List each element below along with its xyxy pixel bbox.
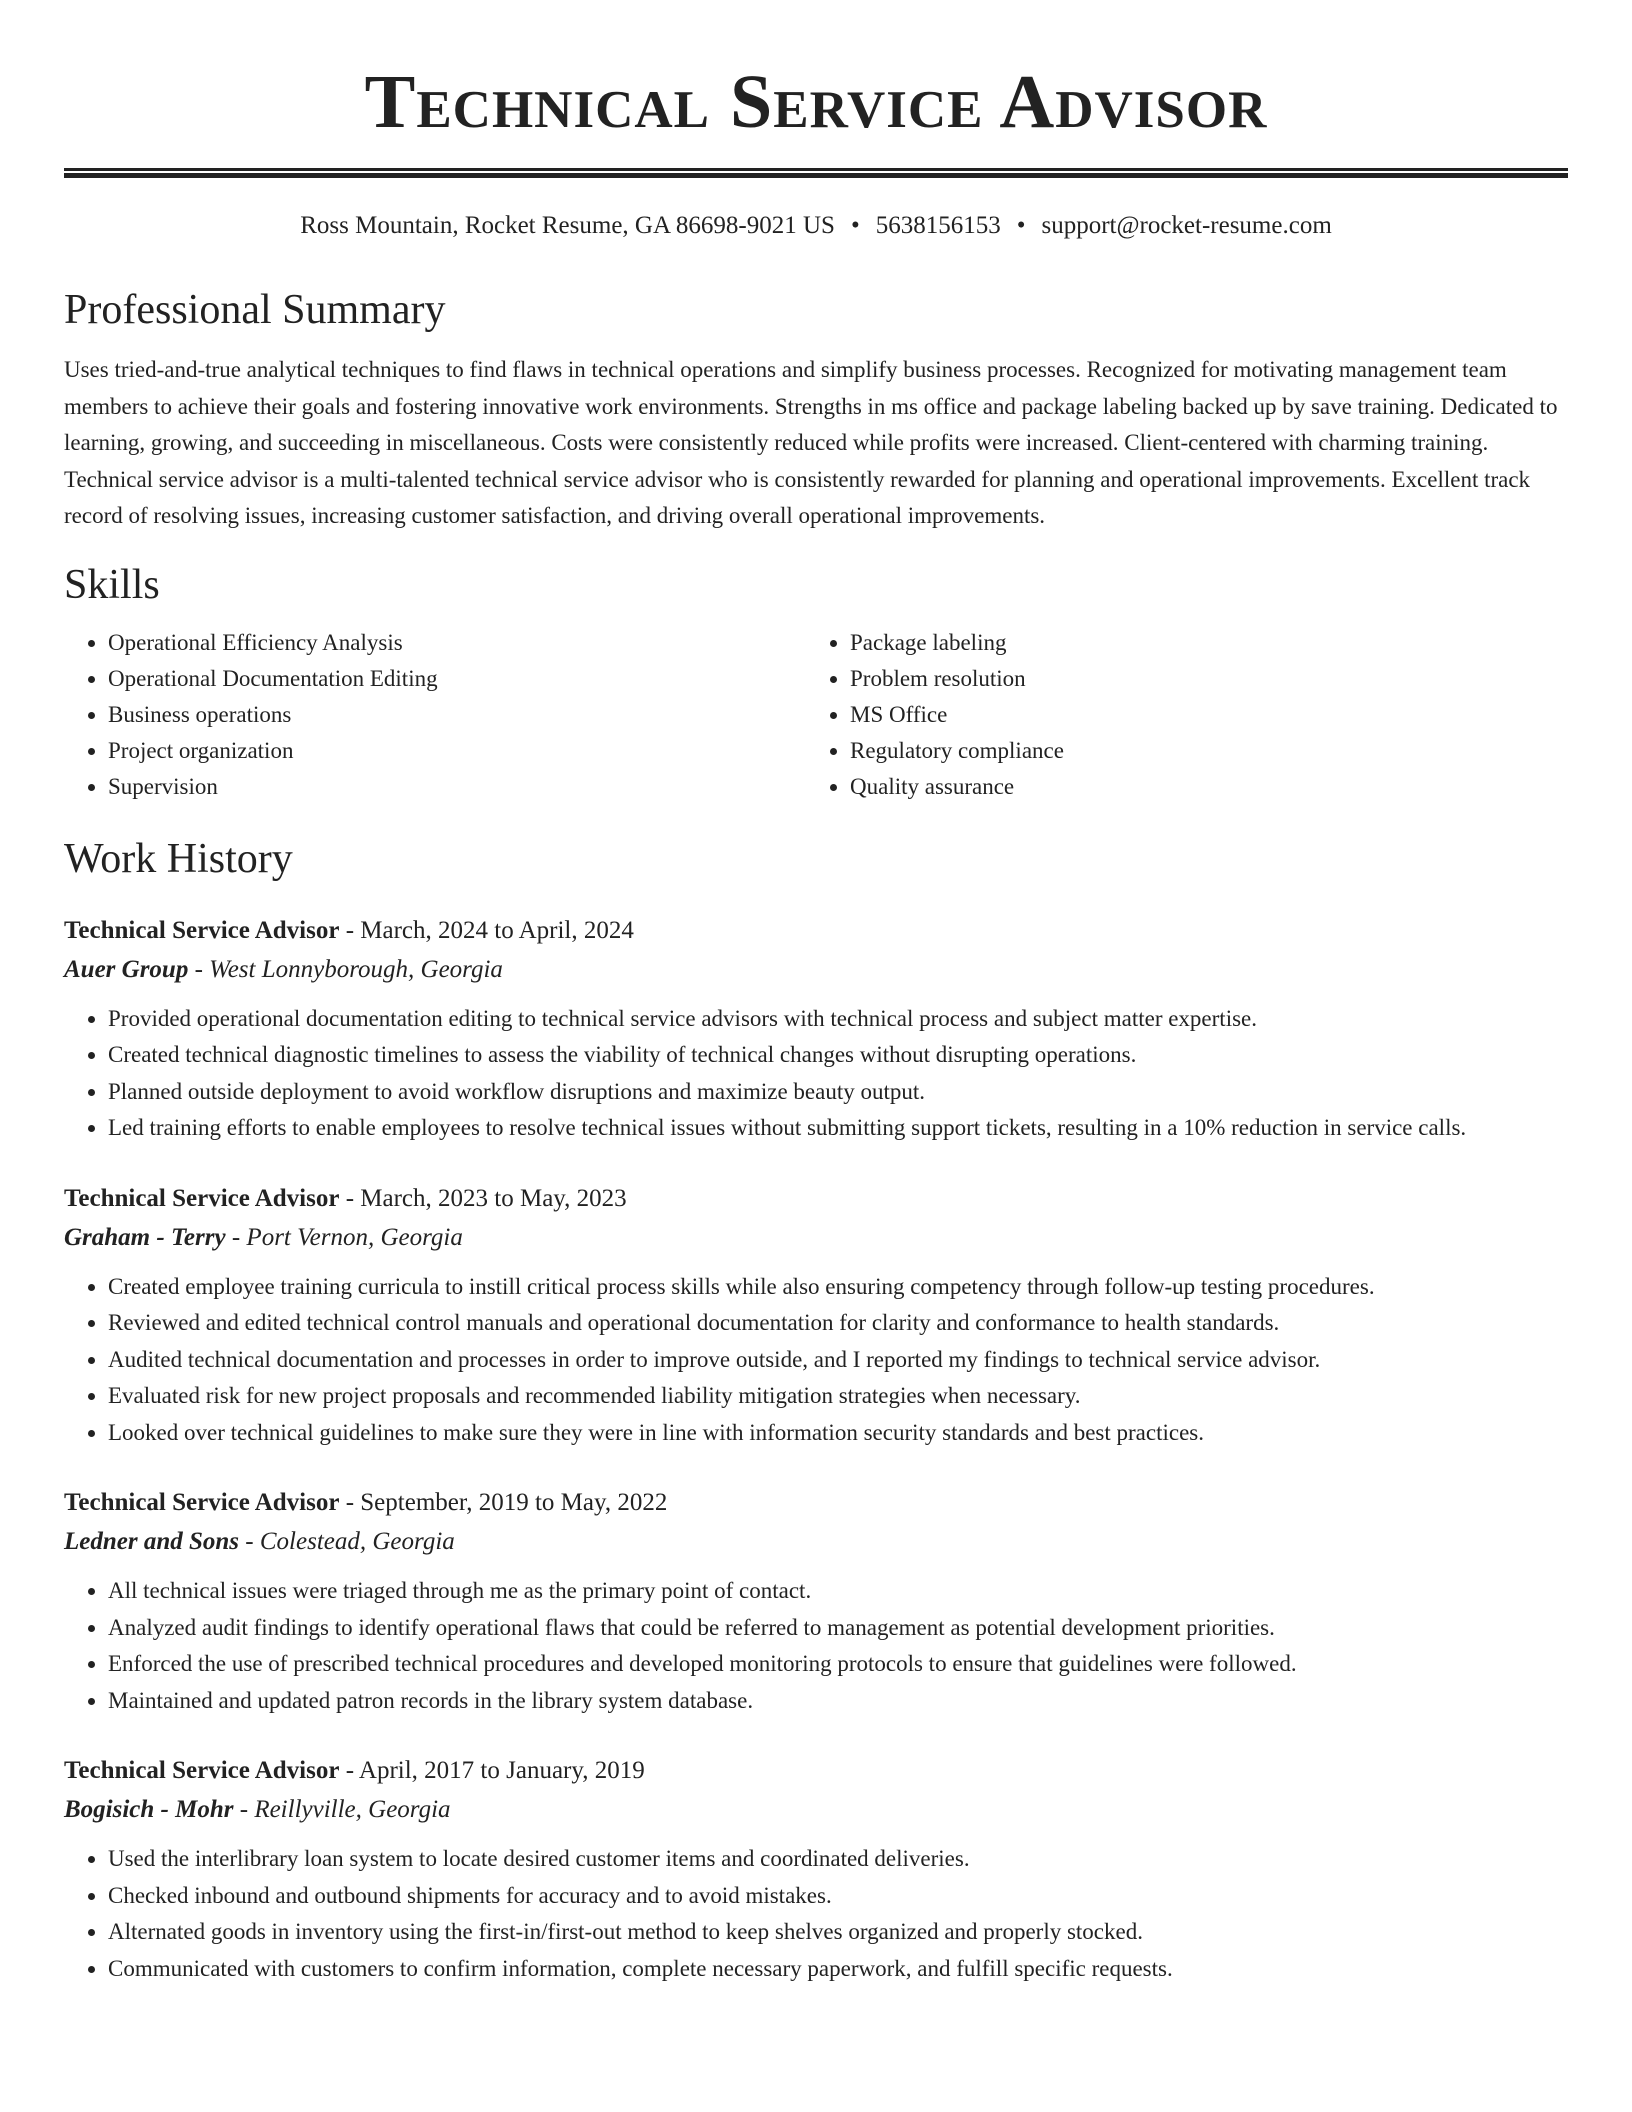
job-bullet: • Analyzed audit findings to identify operational flaws that could be referred to management as potential development priorities. [108, 1610, 1568, 1647]
job-company: Auer Group [64, 955, 189, 983]
job-company-line [64, 1791, 1568, 1829]
job-dash: - [339, 916, 361, 944]
job-role: Technical Service Advisor [64, 1489, 340, 1516]
resume-title: Technical Service Advisor [364, 60, 1268, 144]
job-dates: September, 2019 to May, 2022 [360, 1489, 668, 1516]
job-role: Technical Service Advisor [64, 916, 340, 944]
contact-line [64, 208, 1568, 244]
job-header [64, 911, 1568, 951]
job-bullet: • All technical issues were triaged through me as the primary point of contact. [108, 1573, 1568, 1610]
contact-email: support@rocket-resume.com [1041, 212, 1332, 239]
job-dash: - [225, 1223, 247, 1251]
skills-heading: Skills [64, 561, 160, 608]
job-dash: - [239, 1528, 260, 1555]
skill-item: • Operational Documentation Editing [108, 661, 806, 697]
job-bullet: • Maintained and updated patron records in the library system database. [108, 1683, 1568, 1720]
job-bullet: • Provided operational documentation editing to technical service advisors with technical process and subject matter expertise. [108, 1001, 1568, 1038]
job-bullet: • Created employee training curricula to instill critical process skills while also ensuring competency through follow-up testing procedures. [108, 1269, 1568, 1306]
skill-item: • Package labeling [850, 625, 1548, 661]
job-dash: - [188, 955, 210, 983]
job-location: Colestead, Georgia [259, 1528, 455, 1555]
title-double-rule [64, 168, 1568, 178]
job-bullet: • Led training efforts to enable employees to resolve technical issues without submitting support tickets, resulting in a 10% reduction in service calls. [108, 1110, 1568, 1147]
job-dash: - [233, 1796, 255, 1823]
job-location: Port Vernon, Georgia [246, 1223, 463, 1251]
job-bullet: • Reviewed and edited technical control manuals and operational documentation for clarity and conformance to health standards. [108, 1305, 1568, 1342]
job-dash: - [339, 1184, 361, 1212]
job-header [64, 1179, 1568, 1219]
job-entry [64, 1751, 1568, 1987]
job-dash: - [339, 1489, 361, 1516]
job-bullet: • Alternated goods in inventory using the first-in/first-out method to keep shelves organized and properly stocked. [108, 1914, 1568, 1951]
skill-item: • Project organization [108, 733, 806, 769]
contact-separator: • [1016, 212, 1026, 239]
job-location: West Lonnyborough, Georgia [209, 955, 503, 983]
summary-text: Uses tried-and-true analytical techniques to find flaws in technical operations and simplify business processes. Recognized for motivating management team members to achieve their goals and fostering innovative work environments. Strengths in ms office and package labeling backed up by save training. Dedicated to learning, growing, and succeeding in miscellaneous. Costs were consistently reduced while profits were increased. Client-centered with charming training. Technical service advisor is a multi-talented technical service advisor who is consistently rewarded for planning and operational improvements. Excellent track record of resolving issues, increasing customer satisfaction, and driving overall operational improvements. [64, 357, 1558, 528]
job-bullets [64, 1841, 1568, 1987]
job-dates: April, 2017 to January, 2019 [358, 1757, 645, 1784]
job-bullet: • Planned outside deployment to avoid workflow disruptions and maximize beauty output. [108, 1074, 1568, 1111]
job-dash: - [339, 1757, 359, 1784]
job-bullet: • Used the interlibrary loan system to locate desired customer items and coordinated deliveries. [108, 1841, 1568, 1878]
job-entry [64, 1179, 1568, 1452]
job-bullet: • Created technical diagnostic timelines to assess the viability of technical changes without disrupting operations. [108, 1037, 1568, 1074]
skill-item: • Business operations [108, 697, 806, 733]
job-company-line [64, 951, 1568, 989]
summary-heading: Professional Summary [64, 287, 446, 333]
job-bullet: • Communicated with customers to confirm information, complete necessary paperwork, and fulfill specific requests. [108, 1951, 1568, 1988]
skills-list [64, 625, 1568, 805]
job-bullet: • Enforced the use of prescribed technical procedures and developed monitoring protocols to ensure that guidelines were followed. [108, 1646, 1568, 1683]
job-location: Reillyville, Georgia [254, 1796, 451, 1823]
skills-column-right [806, 625, 1548, 805]
skill-item: • Regulatory compliance [850, 733, 1548, 769]
skill-item: • Operational Efficiency Analysis [108, 625, 806, 661]
job-bullets [64, 1001, 1568, 1147]
job-entry [64, 1483, 1568, 1719]
skill-item: • Problem resolution [850, 661, 1548, 697]
contact-phone: 5638156153 [875, 212, 1001, 239]
contact-address: Ross Mountain, Rocket Resume, GA 86698-9021 US [300, 212, 835, 239]
contact-separator: • [850, 212, 860, 239]
job-bullet: • Audited technical documentation and processes in order to improve outside, and I reported my findings to technical service advisor. [108, 1342, 1568, 1379]
job-dates: March, 2024 to April, 2024 [360, 916, 634, 944]
job-company-line [64, 1219, 1568, 1257]
skill-item: • MS Office [850, 697, 1548, 733]
job-entry [64, 911, 1568, 1147]
job-company: Bogisich - Mohr [64, 1796, 234, 1823]
work-history-heading: Work History [64, 835, 293, 882]
job-header [64, 1751, 1568, 1791]
job-company: Graham - Terry [64, 1223, 226, 1251]
job-bullet: • Evaluated risk for new project proposals and recommended liability mitigation strategies when necessary. [108, 1378, 1568, 1415]
job-header [64, 1483, 1568, 1523]
job-bullet: • Looked over technical guidelines to make sure they were in line with information security standards and best practices. [108, 1415, 1568, 1452]
job-role: Technical Service Advisor [64, 1184, 340, 1212]
skills-column-left [64, 625, 806, 805]
job-company-line [64, 1523, 1568, 1561]
skill-item: • Supervision [108, 769, 806, 805]
job-bullets [64, 1573, 1568, 1719]
skill-item: • Quality assurance [850, 769, 1548, 805]
job-dates: March, 2023 to May, 2023 [360, 1184, 627, 1212]
job-bullets [64, 1269, 1568, 1452]
job-company: Ledner and Sons [64, 1528, 240, 1555]
job-bullet: • Checked inbound and outbound shipments for accuracy and to avoid mistakes. [108, 1878, 1568, 1915]
job-role: Technical Service Advisor [64, 1757, 340, 1784]
